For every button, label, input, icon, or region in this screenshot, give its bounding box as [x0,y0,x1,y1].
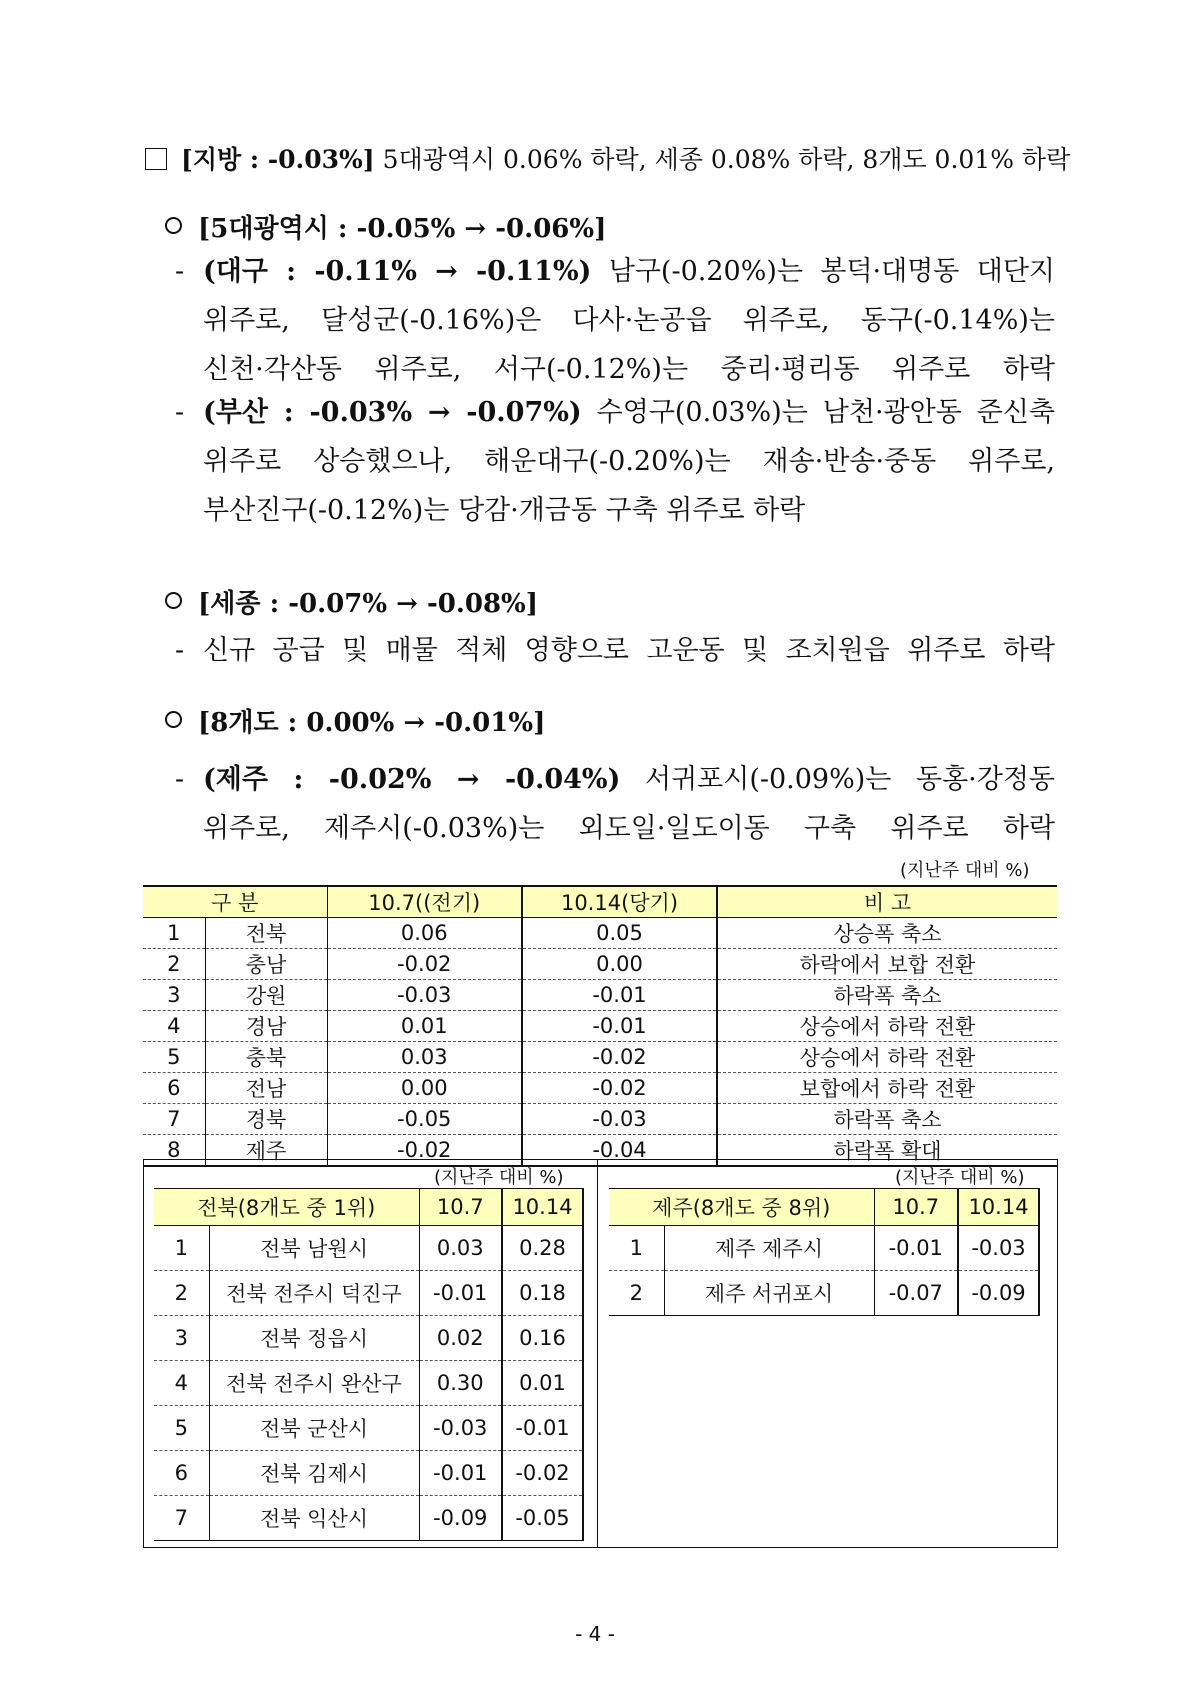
table-cell: -0.03 [522,1104,717,1135]
table-row [143,918,1057,949]
table-cell: 하락폭 축소 [717,1104,1057,1135]
table-cell: 7 [143,1104,205,1135]
header-cell: 10.14(당기) [522,886,717,918]
table-cell: 2 [609,1271,664,1316]
table-cell: -0.03 [419,1406,502,1451]
table-cell: 0.01 [502,1361,583,1406]
dash-bullet: - [175,256,185,287]
table-cell: -0.09 [419,1496,502,1541]
dash-bullet: - [175,764,185,795]
checkbox-square-icon [145,148,167,170]
table-cell: 하락폭 확대 [717,1135,1057,1167]
table-row [154,1271,583,1316]
table-cell: 6 [143,1073,205,1104]
table-cell: 하락에서 보합 전환 [717,949,1057,980]
para-line: 위주로, 제주시(-0.03%)는 외도일·일도이동 구축 위주로 하락 [203,813,1055,844]
unit-label: (지난주 대비 %) [895,1167,1025,1188]
table-cell: 4 [154,1361,209,1406]
table-cell: 전북 군산시 [209,1406,419,1451]
table-row [609,1271,1039,1316]
table-cell: -0.04 [522,1135,717,1167]
table-cell: 경남 [205,1011,327,1042]
table-cell: 0.18 [502,1271,583,1316]
subsection-metro [165,208,606,245]
table-cell: 5 [143,1042,205,1073]
table-cell: 상승에서 하락 전환 [717,1011,1057,1042]
jeonbuk-table [154,1188,584,1541]
para-bold: (대구 : -0.11% → -0.11%) [203,256,592,287]
table-cell: 2 [143,949,205,980]
table-cell: -0.01 [874,1226,958,1271]
heading-rest: 5대광역시 0.06% 하락, 세종 0.08% 하락, 8개도 0.01% 하락 [382,145,1071,174]
table-cell: 충북 [205,1042,327,1073]
table-header-row [143,886,1057,918]
table-cell: 전북 남원시 [209,1226,419,1271]
table-cell: 8 [143,1135,205,1167]
table-cell: -0.02 [522,1042,717,1073]
table-cell: 1 [143,918,205,949]
table-cell: 0.02 [419,1316,502,1361]
section-heading [145,140,1070,176]
header-cell: 비 고 [717,886,1057,918]
header-cell: 10.7 [874,1189,958,1226]
table-cell: 3 [154,1316,209,1361]
table-cell: 0.00 [522,949,717,980]
table-cell: 전북 [205,918,327,949]
table-cell: 제주 [205,1135,327,1167]
para-line: 서귀포시(-0.09%)는 동홍·강정동 [620,764,1055,795]
subsection-provinces [165,702,545,739]
circle-bullet-icon [165,592,182,609]
header-cell: 구 분 [143,886,327,918]
header-cell: 10.7 [419,1189,502,1226]
table-cell: 0.16 [502,1316,583,1361]
para-line: 수영구(0.03%)는 남천·광안동 준신축 [581,397,1055,428]
table-row [154,1316,583,1361]
table-cell: 강원 [205,980,327,1011]
table-cell: 전북 익산시 [209,1496,419,1541]
header-cell: 제주(8개도 중 8위) [609,1189,874,1226]
table-cell: 4 [143,1011,205,1042]
table-cell: -0.09 [958,1271,1039,1316]
table-header-row [609,1189,1039,1226]
table-cell: -0.03 [327,980,522,1011]
page-number: - 4 - [575,1622,615,1646]
table-cell: -0.01 [522,1011,717,1042]
header-cell: 10.14 [958,1189,1039,1226]
table-cell: -0.01 [419,1271,502,1316]
table-cell: 전북 김제시 [209,1451,419,1496]
para-line: 신천·각산동 위주로, 서구(-0.12%)는 중리·평리동 위주로 하락 [203,354,1055,385]
table-cell: 3 [143,980,205,1011]
province-table [143,885,1057,1167]
table-cell: 0.01 [327,1011,522,1042]
header-cell: 전북(8개도 중 1위) [154,1189,419,1226]
table-cell: -0.05 [502,1496,583,1541]
table-cell: 0.00 [327,1073,522,1104]
para-line: 부산진구(-0.12%)는 당감·개금동 구축 위주로 하락 [203,495,806,526]
table-cell: 전남 [205,1073,327,1104]
subsection-title: [5대광역시 : -0.05% → -0.06%] [198,214,607,244]
table-cell: 충남 [205,949,327,980]
para-busan [175,388,1055,535]
header-cell: 10.14 [502,1189,583,1226]
unit-label: (지난주 대비 %) [434,1167,564,1188]
table-row [609,1226,1039,1271]
unit-label: (지난주 대비 %) [900,860,1030,881]
table-cell: 보합에서 하락 전환 [717,1073,1057,1104]
table-cell: 6 [154,1451,209,1496]
table-row [154,1496,583,1541]
table-cell: 1 [154,1226,209,1271]
table-cell: -0.02 [522,1073,717,1104]
table-row [143,980,1057,1011]
circle-bullet-icon [165,711,182,728]
dash-bullet: - [175,397,185,428]
table-cell: -0.02 [502,1451,583,1496]
table-cell: -0.01 [419,1451,502,1496]
table-cell: 전북 전주시 완산구 [209,1361,419,1406]
header-cell: 10.7((전기) [327,886,522,918]
table-row [143,1073,1057,1104]
table-cell: -0.02 [327,1135,522,1167]
table-cell: -0.03 [958,1226,1039,1271]
table-cell: 0.05 [522,918,717,949]
table-cell: 전북 전주시 덕진구 [209,1271,419,1316]
table-header-row [154,1189,583,1226]
table-cell: 0.03 [419,1226,502,1271]
table-cell: 1 [609,1226,664,1271]
table-cell: 경북 [205,1104,327,1135]
table-cell: 상승에서 하락 전환 [717,1042,1057,1073]
para-line: 남구(-0.20%)는 봉덕·대명동 대단지 [591,256,1055,287]
table-cell: -0.02 [327,949,522,980]
circle-bullet-icon [165,217,182,234]
table-cell: -0.07 [874,1271,958,1316]
table-cell: 7 [154,1496,209,1541]
table-cell: 2 [154,1271,209,1316]
subsection-title: [8개도 : 0.00% → -0.01%] [198,708,546,738]
frame-divider [597,1160,598,1547]
table-cell: 제주 제주시 [664,1226,874,1271]
table-row [154,1361,583,1406]
subsection-sejong [165,583,538,620]
subsection-title: [세종 : -0.07% → -0.08%] [198,589,539,619]
table-cell: 하락폭 축소 [717,980,1057,1011]
para-sejong [175,626,1055,675]
table-row [143,949,1057,980]
table-cell: 0.28 [502,1226,583,1271]
para-daegu [175,247,1055,394]
table-cell: 전북 정읍시 [209,1316,419,1361]
table-cell: 0.06 [327,918,522,949]
heading-bold: [지방 : -0.03%] [181,145,375,174]
para-line: 위주로 상승했으나, 해운대구(-0.20%)는 재송·반송·중동 위주로, [203,446,1055,477]
table-row [154,1451,583,1496]
table-cell: -0.01 [502,1406,583,1451]
para-line: 위주로, 달성군(-0.16%)은 다사·논공읍 위주로, 동구(-0.14%)는 [203,305,1055,336]
para-bold: (제주 : -0.02% → -0.04%) [203,764,621,795]
table-cell: 제주 서귀포시 [664,1271,874,1316]
table-cell: 0.03 [327,1042,522,1073]
table-row [154,1226,583,1271]
para-line: 신규 공급 및 매물 적체 영향으로 고운동 및 조치원읍 위주로 하락 [203,635,1055,666]
table-cell: -0.05 [327,1104,522,1135]
table-cell: -0.01 [522,980,717,1011]
table-cell: 0.30 [419,1361,502,1406]
table-cell: 상승폭 축소 [717,918,1057,949]
table-row [143,1042,1057,1073]
table-row [143,1104,1057,1135]
para-bold: (부산 : -0.03% → -0.07%) [203,397,582,428]
jeju-table [609,1188,1040,1316]
table-row [143,1011,1057,1042]
para-jeju [175,755,1055,853]
table-cell: 5 [154,1406,209,1451]
table-row [154,1406,583,1451]
dash-bullet: - [175,635,185,666]
